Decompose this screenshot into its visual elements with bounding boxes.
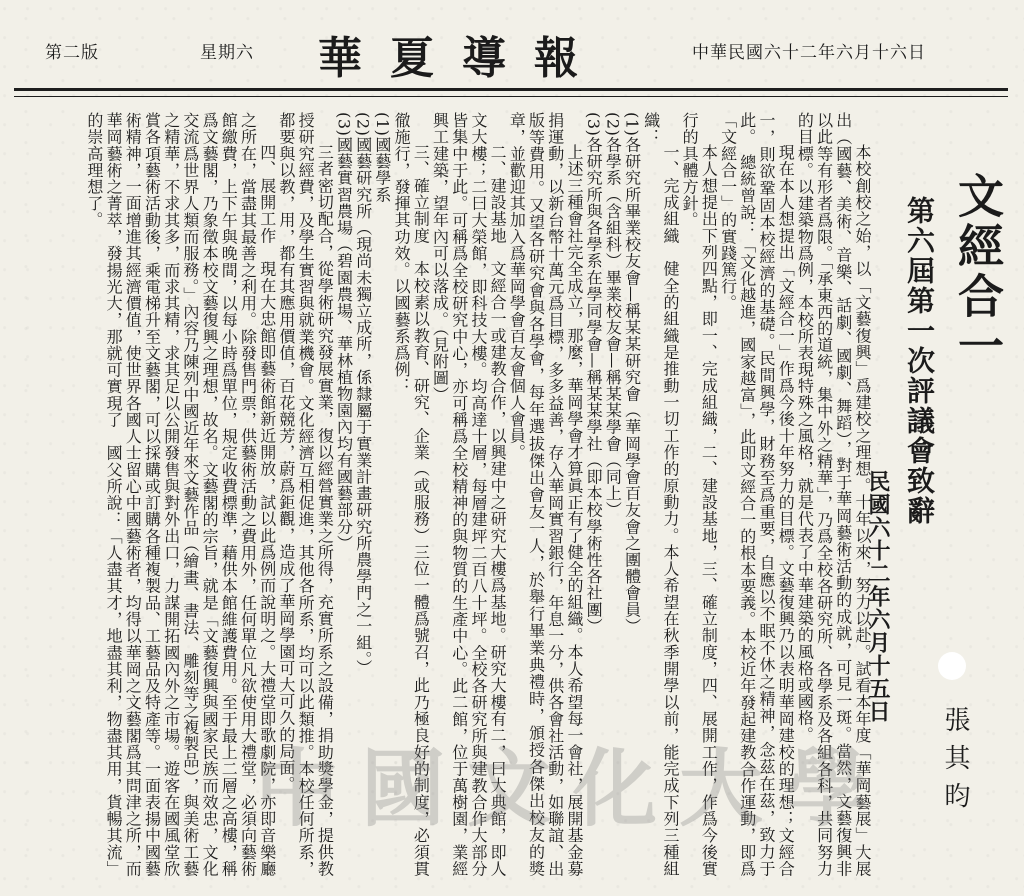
weekday: 星期六 (200, 43, 254, 63)
paragraph: 上述三種會社完全成立，那麼，華岡學會才算眞正有了健全的組織。本人希望每一會社，展開基金募捐運動，以新台幣十萬元爲目標，多多益善，存入華岡實習銀行，年息一分，供各會社活動，如聯誼、出版等費用。又望各研究會與各學會，每年選拔傑出會友一人，於舉行畢業典禮時，頒授各傑出校友的獎章，並歡迎其加入爲華岡學會百友會個人會員。 (507, 112, 584, 877)
list-item: (3)國藝實習農場（碧園農場、華林植物園內均有國藝部分） (334, 112, 354, 552)
punch-hole (938, 652, 966, 680)
masthead-rule-thin (14, 96, 1008, 97)
paragraph: 二、建設基地 文經合一或建教合作，以興建中之研究大樓爲基地。研究大樓有二，曰大典館，即人文大樓；二曰大榮館，即科技大樓。均高達十層，每層建坪二百八十坪。全校各研究所與建教合作大部分皆集中于此。可稱爲全校研究中心，亦可稱爲全校精神的與物質的生產中心。此二館，位于萬樹園，業經興工建築，望年內可以落成。（見附圖） (430, 112, 508, 877)
paragraph: 本人想提出下列四點，即一、完成組織，二、建設基地，三、確立制度，四、展開工作，作爲今後實行的具體方針。 (680, 112, 719, 877)
masthead-rule-thick (14, 88, 1008, 91)
issue-date: 中華民國六十二年六月十六日 (692, 43, 926, 63)
page-number: 第二版 (45, 43, 99, 63)
paragraph: 三者密切配合，從學術研究發展實業，復以經營實業之所得，充實所系之設備，捐助獎學金，提供教授研究經費，及學生實習與就業機會。文化經濟互相促進，其他各所系，均可以此類推。本校任何所系，都要與以教，用，都有其應用價值，百花競芳，蔚爲鉅觀，造成了華岡學園可大可久的局面。 (276, 112, 335, 877)
article-title: 文經合一 (951, 172, 1005, 372)
list-item: (3)各研究所與各學系在學同學會—稱某某學社（即本校學術性各社團） (584, 112, 604, 635)
speech-date: 民國六十二年六月十五日 (865, 470, 891, 723)
article-subtitle: 第六屆第一次評議會致辭 (903, 196, 936, 526)
article-body (12, 112, 872, 877)
university-watermark: 中國文化大學 (255, 739, 892, 838)
list-item: (1)各研究所畢業校友會—稱某某研究會（華岡學會百友會之團體會員） (622, 112, 642, 635)
newspaper-name: 華夏導報 (318, 33, 606, 84)
paragraph: 一、完成組織 健全的組織是推動一切工作的原動力。本人希望在秋季開學以前，能完成下列三種組織： (641, 112, 680, 877)
list-item: (2)各學系（含組科）畢業校友會—稱某某學會（同上） (603, 112, 623, 519)
list-item: (1)國藝學系 (372, 112, 392, 203)
paragraph: 現在本人想提出「文經合一」作爲今後十年努力的目標。文藝復興乃以表明華岡建校的理想；文經合一，則欲鞏固本校經濟的基礎。民間興學，財務至爲重要，自應以不眠不休之精神，念茲在茲，致力于此。 總統曾說：「文化越進，國家越富」，此即文經合一的根本要義。本校近年發起建教合作運動，即爲「文經合一」的實踐篤行。 (718, 112, 796, 877)
paragraph: 本校創校之始，以「文藝復興」爲建校之理想。十年以來，努力以赴。試看本年度「華岡藝展」大展出（國藝、美術、音樂、話劇、國劇、舞蹈），對于華岡藝術活動的成就，可見一斑。當然，文藝復興非以此等有形者爲限。「承東西的道統，集中外之精華」，乃爲全校各研究所、各學系及各組各科，共同努力的目標。以建築物爲例，本校所表現特殊之風格，就是代表了中華建築的風格或國格。 (795, 112, 872, 877)
paragraph: 四、展開工作 現在大忠館即藝術館新近開放，試以此爲例而說明之。大禮堂即歌劇院，亦即音樂廳之所在，當盡其最善之利用。除發售門票，供藝術活動之費用外，任何單位凡欲使用大禮堂，必須向藝術館繳費，上下午與晚間，以每小時爲單位，規定收費標準，藉供本館維護費用。至于最上二層之高樓，稱爲文藝閣，乃象徵本校文藝復興之理想，故名。文藝閣的宗旨，就是「文藝復興與國家民族而效忠，文化交流爲世界人類而服務。」內容乃陳列中國近年來文藝作品（繪畫、書法、雕刻等之複製品），與美術工藝之精華，不求其多，而求其精，求其足以公開發售與對外出口，力謀開拓國內外之市場。遊客在國風堂欣賞各項藝術活動後，乘電梯升至文藝閣，可以採購或訂購各種複製品、工藝品及特產等。一面表揚中國藝術精神，一面增進其經濟價值，使世界各國人士留心中國藝術者，均得以華岡之文藝閣爲其問津之所，而華岡藝術之菁萃，發揚光大，那就可實現了 國父所說：「人盡其才，地盡其利，物盡其用，貨暢其流」的崇高理想了。 (84, 112, 277, 877)
masthead (0, 0, 1024, 100)
paragraph: 三、確立制度 本校素以教育、研究、企業（或服務）三位一體爲號召，此乃極良好的制度，必須貫徹施行，發揮其功效。以國藝系爲例： (392, 112, 431, 877)
list-item: (2)國藝研究所（現尚未獨立成所，係隸屬于實業計畫研究所農學門之一組。） (353, 112, 373, 677)
author-name: 張其昀 (940, 706, 970, 820)
